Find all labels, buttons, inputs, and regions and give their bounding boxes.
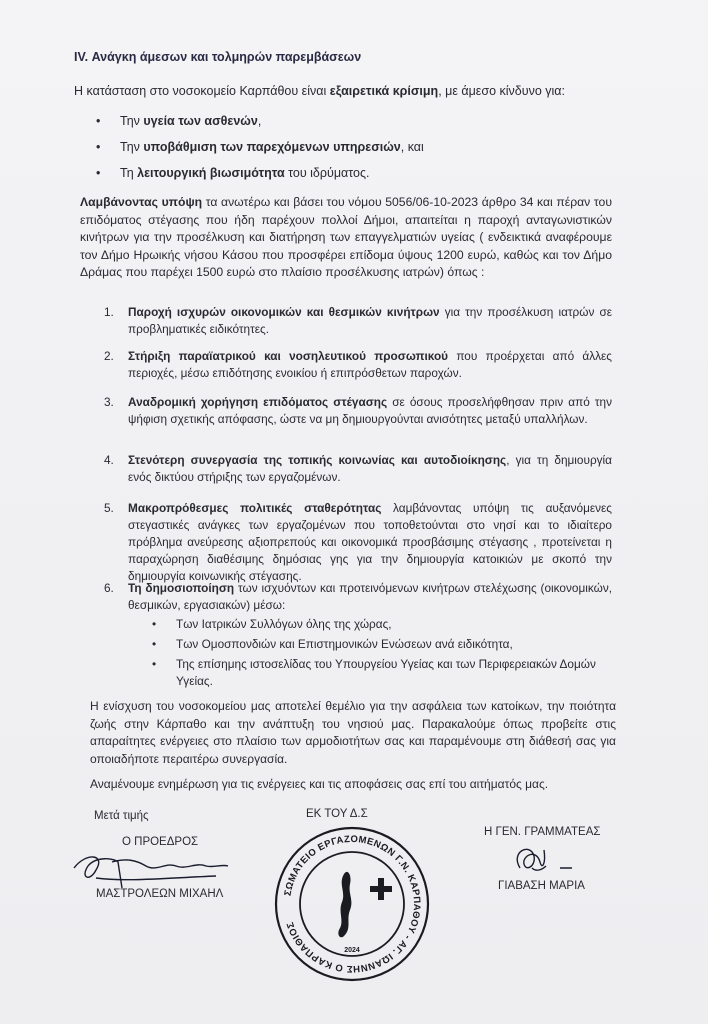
- item-bold: Αναδρομική χορήγηση επιδόματος στέγασης: [128, 395, 388, 409]
- bullet-text: Την: [120, 140, 144, 154]
- item-bold: Τη δημοσιοποίηση: [128, 581, 235, 595]
- item-bold: Στενότερη συνεργασία της τοπικής κοινωνίας και αυτοδιοίκησης: [128, 453, 507, 467]
- intro-line: [74, 84, 565, 98]
- item-text: για την προσέλκυση ιατρών σε προβληματικές ειδικότητες.: [128, 305, 612, 336]
- item-text: , για τη δημιουργία ενός δικτύου στήριξης των εργαζομένων.: [128, 453, 612, 484]
- intro-text: Η κατάσταση στο νοσοκομείο Καρπάθου είναι: [74, 84, 330, 98]
- item-number: 5.: [104, 501, 114, 515]
- union-stamp: [272, 824, 432, 984]
- bullet-bold: υποβάθμιση των παρεχόμενων υπηρεσιών: [143, 140, 401, 154]
- item-text: σε όσους προσελήφθησαν πριν από την ψήφιση σχετικής απόφασης, ώστε να μη δημιουργούνται ανισότητες μεταξύ υπαλλήλων.: [128, 395, 612, 426]
- bullet-bold: υγεία των ασθενών: [143, 114, 258, 128]
- bullet-dot: •: [152, 617, 157, 631]
- paragraph-text: τα ανωτέρω και βάσει του νόμου 5056/06-10-2023 άρθρο 34 και πέραν του επιδόματος στέγασης που ήδη παρέχουν πολλοί Δήμοι, απαιτείται η παροχή ανταγωνιστικών κινήτρων για την προσέλκυση και διατήρηση των επαγγελματιών υγείας ( ενδεικτικά αναφέρουμε τον Δήμο Ηρωικής νήσου Κάσου που προσφέρει επίδομα ύψους 1200 ευρώ, καθώς και τον Δήμο Δράμας που παρέχει 1500 ευρώ στο πλαίσιο προσέλκυσης ιατρών) όπως :: [80, 195, 612, 280]
- bullet-dot: •: [96, 166, 101, 180]
- president-signature: [66, 848, 236, 898]
- bullet-dot: •: [152, 637, 157, 651]
- cross-icon: [370, 878, 392, 900]
- sub-bullet-text: Της επίσημης ιστοσελίδας του Υπουργείου Υγείας και των Περιφερειακών Δομών Υγείας.: [176, 657, 596, 688]
- section-heading: IV. Ανάγκη άμεσων και τολμηρών παρεμβάσεων: [74, 50, 362, 64]
- stamp-ring-text: ΣΩΜΑΤΕΙΟ ΕΡΓΑΖΟΜΕΝΩΝ Γ.Ν. ΚΑΡΠΑΘΟΥ - ΑΓ. ΙΩΑΝΝΗΣ Ο ΚΑΡΠΑΘΙΟΣ: [282, 833, 423, 975]
- paragraph-bold: Λαμβάνοντας υπόψη: [80, 195, 203, 209]
- president-title: Ο ΠΡΟΕΔΡΟΣ: [122, 836, 199, 848]
- board-label: ΕΚ ΤΟΥ Δ.Σ: [306, 808, 368, 820]
- secretary-name: ΓΙΑΒΑΣΗ ΜΑΡΙΑ: [498, 880, 585, 892]
- bullet-text-end: του ιδρύματος.: [284, 166, 370, 180]
- bullet-text: Την: [120, 114, 144, 128]
- awaiting-line: Αναμένουμε ενημέρωση για τις ενέργειες και τις αποφάσεις σας επί του αιτήματός μας.: [90, 777, 549, 791]
- bullet-text-end: ,: [257, 114, 262, 128]
- item-bold: Στήριξη παραϊατρικού και νοσηλευτικού προσωπικού: [128, 349, 449, 363]
- closing-paragraph: Η ενίσχυση του νοσοκομείου μας αποτελεί θεμέλιο για την ασφάλεια των κατοίκων, την ποιότητα ζωής στην Κάρπαθο και την ανάπτυξη του νησιού μας. Παρακαλούμε όπως προβείτε στις απαραίτητες ενέργειες στο πλαίσιο των αρμοδιοτήτων σας και παραμένουμε στη διάθεσή σας για οποιαδήποτε περαιτέρω συνεργασία.: [90, 699, 616, 766]
- bullet-dot: •: [152, 657, 157, 671]
- bullet-dot: •: [96, 140, 101, 154]
- president-name: ΜΑΣΤΡΟΛΕΩΝ ΜΙΧΑΗΛ: [96, 888, 224, 900]
- item-text: που προέρχεται από άλλες περιοχές, μέσω επιδότησης ενοικίου ή επιπρόσθετων παροχών.: [128, 349, 612, 380]
- bullet-bold: λειτουργική βιωσιμότητα: [137, 166, 285, 180]
- main-paragraph: [80, 194, 612, 282]
- item-text: των ισχυόντων και προτεινόμενων κινήτρων στελέχωσης (οικονομικών, θεσμικών, εργασιακών) μέσω:: [128, 581, 612, 612]
- item-bold: Μακροπρόθεσμες πολιτικές σταθερότητας: [128, 501, 382, 515]
- bullet-text-end: , και: [400, 140, 424, 154]
- sub-bullet-text: Των Ομοσπονδιών και Επιστημονικών Ενώσεων ανά ειδικότητα,: [176, 637, 513, 651]
- regards-text: Μετά τιμής: [94, 810, 149, 822]
- item-bold: Παροχή ισχυρών οικονομικών και θεσμικών κινήτρων: [128, 305, 440, 319]
- item-number: 4.: [104, 453, 114, 467]
- sub-bullet-text: Των Ιατρικών Συλλόγων όλης της χώρας,: [176, 617, 392, 631]
- bullet-dot: •: [96, 114, 101, 128]
- stamp-year: 2024: [344, 947, 360, 954]
- secretary-title: Η ΓΕΝ. ΓΡΑΜΜΑΤΕΑΣ: [484, 826, 601, 838]
- secretary-signature: [506, 838, 576, 884]
- item-number: 3.: [104, 395, 114, 409]
- item-number: 1.: [104, 305, 114, 319]
- bullet-text: Τη: [120, 166, 138, 180]
- item-number: 6.: [104, 581, 114, 595]
- intro-text-end: , με άμεσο κίνδυνο για:: [438, 84, 565, 98]
- intro-bold: εξαιρετικά κρίσιμη: [329, 84, 439, 98]
- island-map-icon: [338, 872, 351, 937]
- item-number: 2.: [104, 349, 114, 363]
- item-text: λαμβάνοντας υπόψη τις αυξανόμενες στεγαστικές ανάγκες των εργαζομένων που τοποθετούνται στο νησί και το ιδιαίτερο πρόβλημα ανεύρεσης αξιοπρεπούς και οικονομικά προσβάσιμης στέγασης , προτείνεται η παραχώρηση διαθέσιμης δημόσιας γης για την δημιουργία κατοικιών με σκοπό την δημιουργία κοινωνικής στέγασης.: [128, 501, 612, 583]
